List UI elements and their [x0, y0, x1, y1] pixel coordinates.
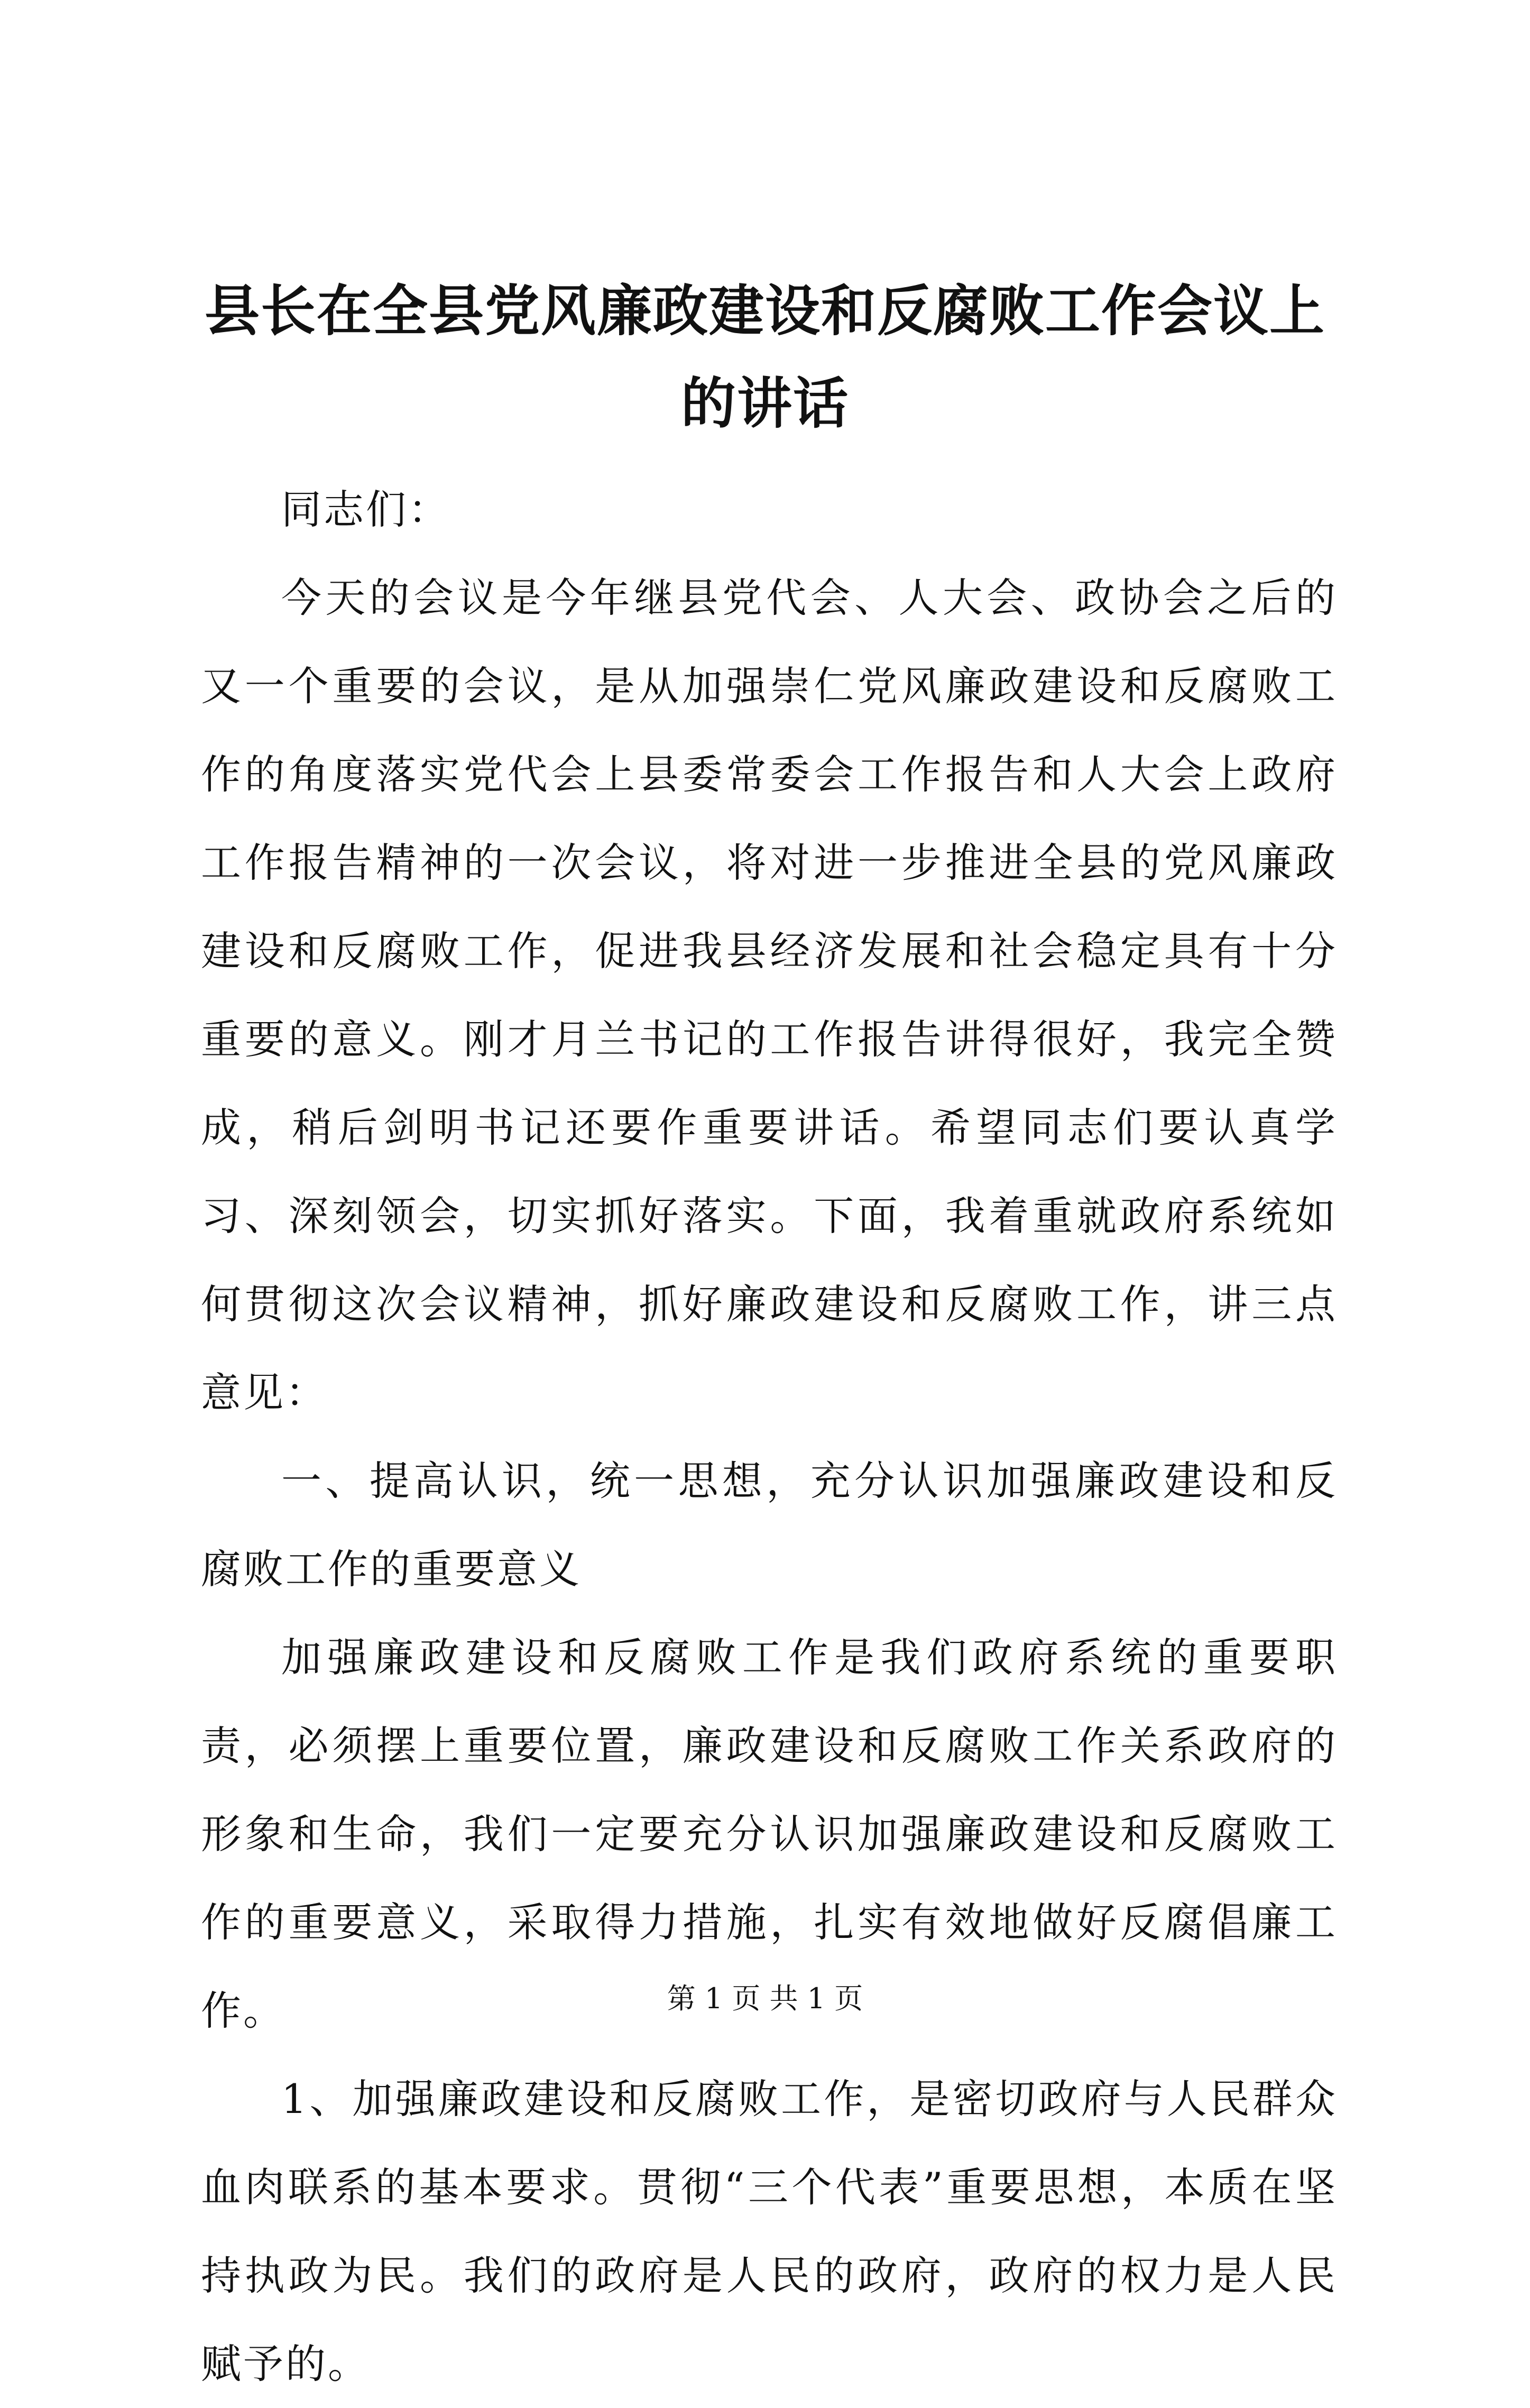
document-title: 县长在全县党风廉政建设和反腐败工作会议上的讲话 [204, 278, 1325, 436]
page-footer [0, 1980, 1530, 2017]
point-1-paragraph: 1、加强廉政建设和反腐败工作，是密切政府与人民群众血肉联系的基本要求。贯彻“三个代表”重要思想，本质在坚持执政为民。我们的政府是人民的政府，政府的权力是人民赋予的。 [201, 2075, 1338, 2387]
section-1-paragraph: 加强廉政建设和反腐败工作是我们政府系统的重要职责，必须摆上重要位置，廉政建设和反腐败工作关系政府的形象和生命，我们一定要充分认识加强廉政建设和反腐败工作的重要意义，采取得力措施，扎实有效地做好反腐倡廉工作。 [201, 1634, 1338, 2034]
salutation-paragraph: 同志们： [281, 486, 450, 533]
intro-paragraph: 今天的会议是今年继县党代会、人大会、政协会之后的又一个重要的会议，是从加强崇仁党风廉政建设和反腐败工作的角度落实党代会上县委常委会工作报告和人大会上政府工作报告精神的一次会议，将对进一步推进全县的党风廉政建设和反腐败工作，促进我县经济发展和社会稳定具有十分重要的意义。刚才月兰书记的工作报告讲得很好，我完全赞成，稍后剑明书记还要作重要讲话。希望同志们要认真学习、深刻领会，切实抓好落实。下面，我着重就政府系统如何贯彻这次会议精神，抓好廉政建设和反腐败工作，讲三点意见： [201, 574, 1338, 1416]
document-body [201, 465, 1338, 2408]
section-heading-1: 一、提高认识，统一思想，充分认识加强廉政建设和反腐败工作的重要意义 [201, 1457, 1338, 1593]
page-number-text: 第 1 页 共 1 页 [667, 1982, 863, 2015]
